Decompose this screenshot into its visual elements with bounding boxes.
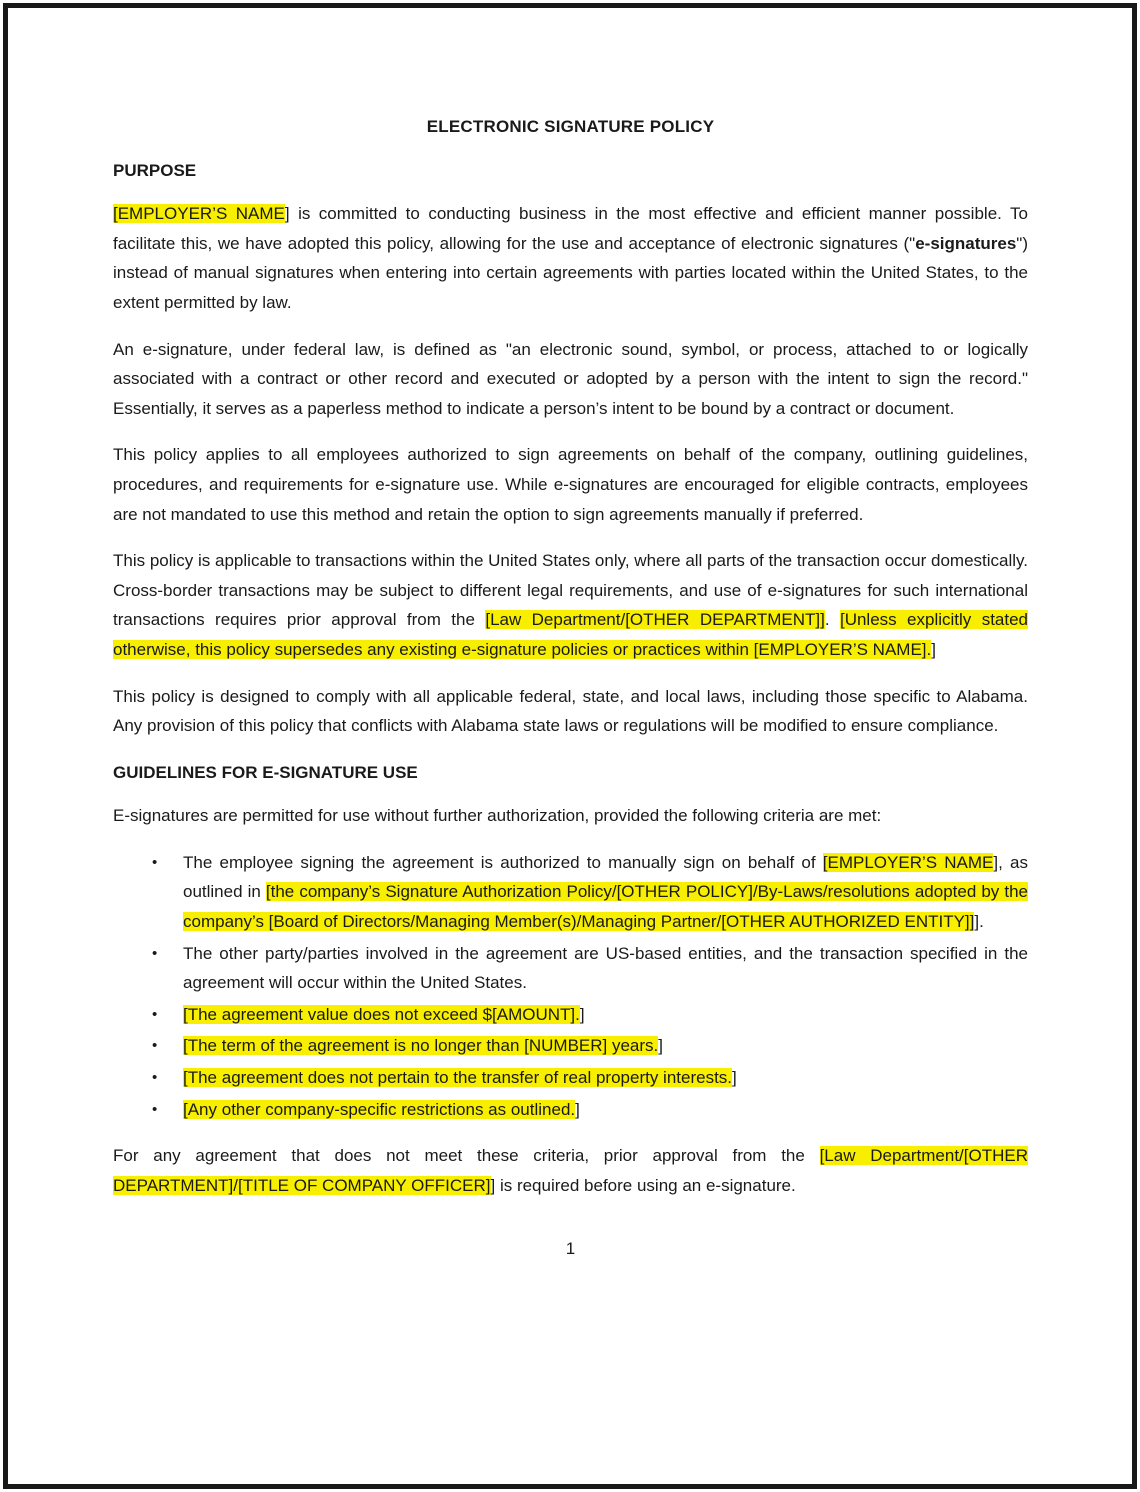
- paragraph: [113, 682, 1028, 741]
- text-run: The other party/parties involved in the agreement are US-based entities, and the transaction specified in the agreement will occur within the United States.: [183, 943, 1028, 993]
- highlight-run: [the company’s Signature Authorization Policy/[OTHER POLICY]/By-Laws/resolutions adopted by the company’s [Board of Directors/Managing Member(s)/Managing Partner/[OTHER AUTHORIZED ENTITY]]: [183, 882, 1028, 932]
- highlight-run: [EMPLOYER’S NAME: [113, 204, 285, 224]
- text-run: .: [824, 610, 840, 630]
- bullet-item: [113, 1000, 1028, 1030]
- text-run: This policy is designed to comply with all applicable federal, state, and local laws, including those specific to Alabama. Any provision of this policy that conflicts with Alabama state laws or regulations will be modified to ensure compliance.: [113, 686, 1028, 736]
- text-run: For any agreement that does not meet these criteria, prior approval from the: [113, 1146, 820, 1166]
- highlight-run: [Unless explicitly stated otherwise, this policy supersedes any existing e-signature policies or practices within [EMPLOYER’S NAME].: [113, 610, 1029, 659]
- bullet-marker-icon: •: [152, 1037, 158, 1055]
- text-run: ]: [732, 1068, 737, 1088]
- paragraph: [113, 546, 1028, 664]
- highlight-run: [Any other company-specific restrictions as outlined.: [183, 1099, 576, 1119]
- text-run: ] is committed to conducting business in the most effective and efficient manner possible. To facilitate this, we have adopted this policy, allowing for the use and acceptance of electronic signatures (": [113, 204, 1028, 253]
- text-run: ], as outlined in: [183, 852, 1029, 902]
- highlight-run: [The agreement does not pertain to the transfer of real property interests.: [183, 1068, 733, 1088]
- bullet-marker-icon: •: [152, 1069, 158, 1087]
- bullet-list: [113, 848, 1028, 1124]
- bullet-item: [113, 1063, 1028, 1093]
- document-body: [113, 156, 1028, 1201]
- text-run: This policy is applicable to transactions within the United States only, where all parts of the transaction occur domestically. Cross-border transactions may be subject to different legal requirements, and use of e-signatures for such international transactions requires prior approval from the: [113, 551, 1028, 630]
- text-run: The employee signing the agreement is authorized to manually sign on behalf of: [183, 852, 823, 872]
- paragraph: [113, 1141, 1028, 1200]
- text-run: ]: [579, 1004, 585, 1024]
- section-heading: GUIDELINES FOR E-SIGNATURE USE: [113, 762, 418, 782]
- bold-run: e-signatures: [915, 233, 1017, 253]
- highlight-run: [Law Department/[OTHER DEPARTMENT]]: [485, 610, 825, 630]
- bullet-item: [113, 939, 1028, 998]
- paragraph: [113, 801, 1028, 831]
- text-run: ") instead of manual signatures when entering into certain agreements with parties located within the United States, to the extent permitted by law.: [113, 233, 1028, 312]
- bullet-marker-icon: •: [152, 1005, 158, 1023]
- text-run: ]: [575, 1099, 580, 1119]
- text-run: ]: [931, 639, 936, 659]
- paragraph: [113, 440, 1028, 529]
- text-run: This policy applies to all employees authorized to sign agreements on behalf of the company, outlining guidelines, procedures, and requirements for e-signature use. While e-signatures are encouraged for eligible contracts, employees are not mandated to use this method and retain the option to sign agreements manually if preferred.: [113, 445, 1028, 524]
- text-run: ].: [974, 912, 984, 932]
- bullet-item: [113, 1031, 1028, 1061]
- highlight-run: [Law Department/[OTHER DEPARTMENT]/[TITLE OF COMPANY OFFICER]: [113, 1146, 1028, 1195]
- highlight-run: [EMPLOYER’S NAME: [822, 852, 994, 872]
- bullet-item: [113, 1095, 1028, 1125]
- document-content: [113, 0, 1028, 1264]
- text-run: ]: [658, 1036, 664, 1056]
- highlight-run: [The term of the agreement is no longer than [NUMBER] years.: [183, 1036, 659, 1056]
- bullet-marker-icon: •: [152, 853, 158, 871]
- text-run: ] is required before using an e-signature.: [490, 1175, 796, 1195]
- text-run: E-signatures are permitted for use without further authorization, provided the following criteria are met:: [113, 806, 882, 826]
- text-run: An e-signature, under federal law, is defined as "an electronic sound, symbol, or process, attached to or logically associated with a contract or other record and executed or adopted by a person with the intent to sign the record." Essentially, it serves as a paperless method to indicate a person’s intent to be bound by a contract or document.: [113, 339, 1028, 418]
- page-number: 1: [565, 1239, 576, 1259]
- paragraph: [113, 199, 1028, 317]
- bullet-marker-icon: •: [152, 944, 158, 962]
- highlight-run: [The agreement value does not exceed $[AMOUNT].: [183, 1004, 580, 1024]
- document-title: ELECTRONIC SIGNATURE POLICY: [426, 117, 715, 136]
- bullet-item: [113, 848, 1028, 937]
- paragraph: [113, 335, 1028, 424]
- section-heading: PURPOSE: [113, 160, 197, 180]
- bullet-marker-icon: •: [152, 1100, 158, 1118]
